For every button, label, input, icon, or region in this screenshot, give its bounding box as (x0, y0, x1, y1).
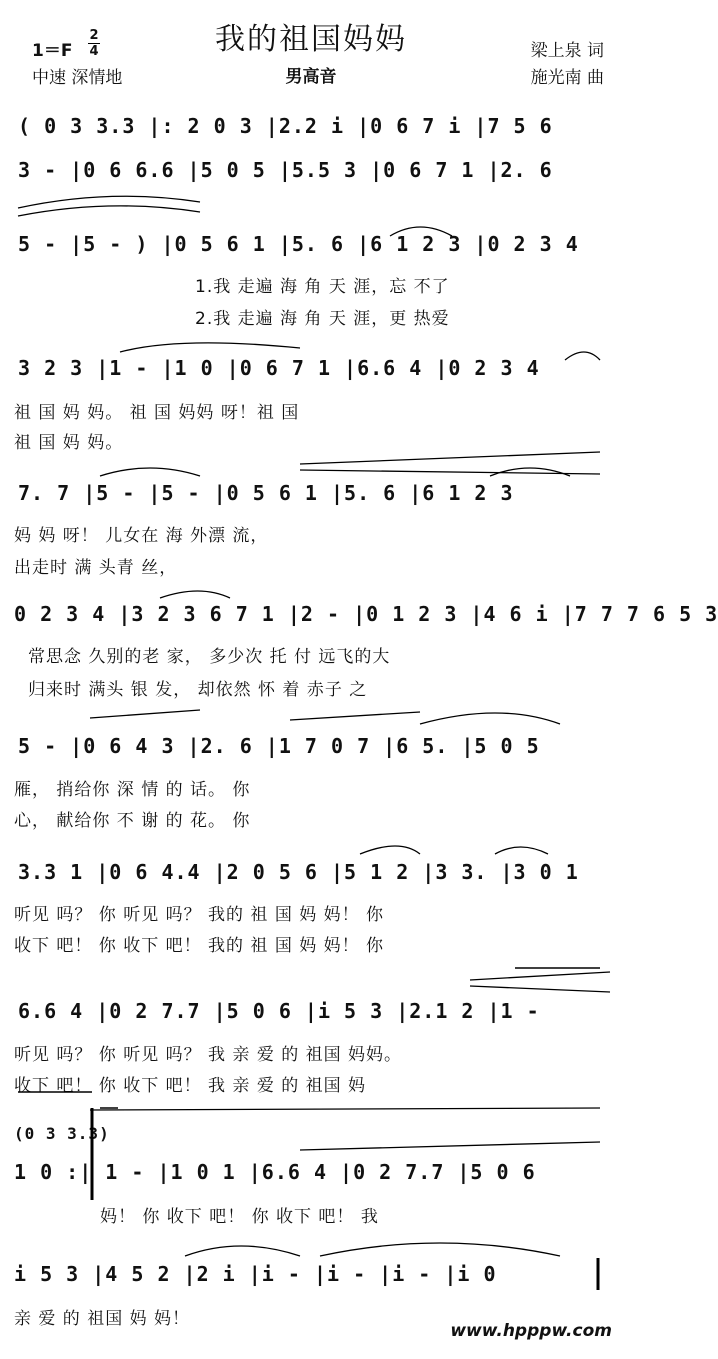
tempo-marking: 中速 深情地 (32, 68, 123, 88)
lyric-row-9-verse-2: 收下 吧！ 你 收下 吧！ 我 亲 爱 的 祖国 妈 (14, 1076, 367, 1096)
notation-row-10: 1 0 :| 1 - |1 0 1 |6.6 4 |0 2 7.7 |5 0 6 (14, 1160, 536, 1184)
notation-row-7: 5 - |0 6 4 3 |2. 6 |1 7 0 7 |6 5. |5 0 5 (18, 734, 540, 758)
lyric-row-4-verse-2: 祖 国 妈 妈。 (14, 433, 124, 453)
lyric-row-5-verse-2: 出走时 满 头青 丝， (14, 558, 178, 578)
lyric-row-8-verse-1: 听见 吗？ 你 听见 吗？ 我的 祖 国 妈 妈！ 你 (14, 905, 385, 925)
lyric-row-11: 亲 爱 的 祖国 妈 妈！ (14, 1309, 191, 1329)
lyric-row-6-verse-1: 常思念 久别的老 家， 多少次 托 付 远飞的大 (28, 647, 391, 667)
voice-part: 男高音 (285, 67, 337, 87)
lyric-row-7-verse-2: 心， 献给你 不 谢 的 花。 你 (14, 811, 251, 831)
watermark: www.hpppw.com (450, 1321, 612, 1341)
lyric-row-8-verse-2: 收下 吧！ 你 收下 吧！ 我的 祖 国 妈 妈！ 你 (14, 936, 385, 956)
lyric-row-10: 妈！ 你 收下 吧！ 你 收下 吧！ 我 (100, 1207, 379, 1227)
notation-row-3: 5 - |5 - ) |0 5 6 1 |5. 6 |6 1 2 3 |0 2 3 4 (18, 232, 579, 256)
meter-top: 2 (89, 28, 99, 43)
meter-bottom: 4 (89, 44, 99, 59)
notation-row-11: i 5 3 |4 5 2 |2 i |i - |i - |i - |i 0 (14, 1262, 497, 1286)
composer-credit: 施光南 曲 (530, 68, 604, 88)
lyric-row-6-verse-2: 归来时 满头 银 发， 却依然 怀 着 赤子 之 (28, 680, 368, 700)
song-title: 我的祖国妈妈 (215, 22, 407, 57)
notation-row-1: ( 0 3 3.3 |: 2 0 3 |2.2 i |0 6 7 i |7 5 6 (18, 114, 553, 138)
lyric-row-3-verse-1: 1.我 走遍 海 角 天 涯，忘 不了 (195, 277, 450, 297)
notation-row-6: 0 2 3 4 |3 2 3 6 7 1 |2 - |0 1 2 3 |4 6 i |7 7 7 6 5 3 (14, 602, 718, 626)
notation-row-8: 3.3 1 |0 6 4.4 |2 0 5 6 |5 1 2 |3 3. |3 0 1 (18, 860, 579, 884)
lyricist-credit: 梁上泉 词 (530, 41, 604, 61)
notation-row-2: 3 - |0 6 6.6 |5 0 5 |5.5 3 |0 6 7 1 |2. 6 (18, 158, 553, 182)
notation-row-4: 3 2 3 |1 - |1 0 |0 6 7 1 |6.6 4 |0 2 3 4 (18, 356, 540, 380)
repeat-pickup: (0 3 3.3) (14, 1124, 110, 1143)
lyric-row-5-verse-1: 妈 妈 呀！ 儿女在 海 外漂 流， (14, 526, 269, 546)
notation-row-5: 7. 7 |5 - |5 - |0 5 6 1 |5. 6 |6 1 2 3 (18, 481, 514, 505)
lyric-row-9-verse-1: 听见 吗？ 你 听见 吗？ 我 亲 爱 的 祖国 妈妈。 (14, 1045, 403, 1065)
lyric-row-7-verse-1: 雁， 捎给你 深 情 的 话。 你 (14, 780, 251, 800)
lyric-row-3-verse-2: 2.我 走遍 海 角 天 涯，更 热爱 (195, 309, 450, 329)
lyric-row-4-verse-1: 祖 国 妈 妈。 祖 国 妈妈 呀！祖 国 (14, 403, 300, 423)
notation-row-9: 6.6 4 |0 2 7.7 |5 0 6 |i 5 3 |2.1 2 |1 - (18, 999, 540, 1023)
key-signature: 1＝F (32, 41, 73, 61)
